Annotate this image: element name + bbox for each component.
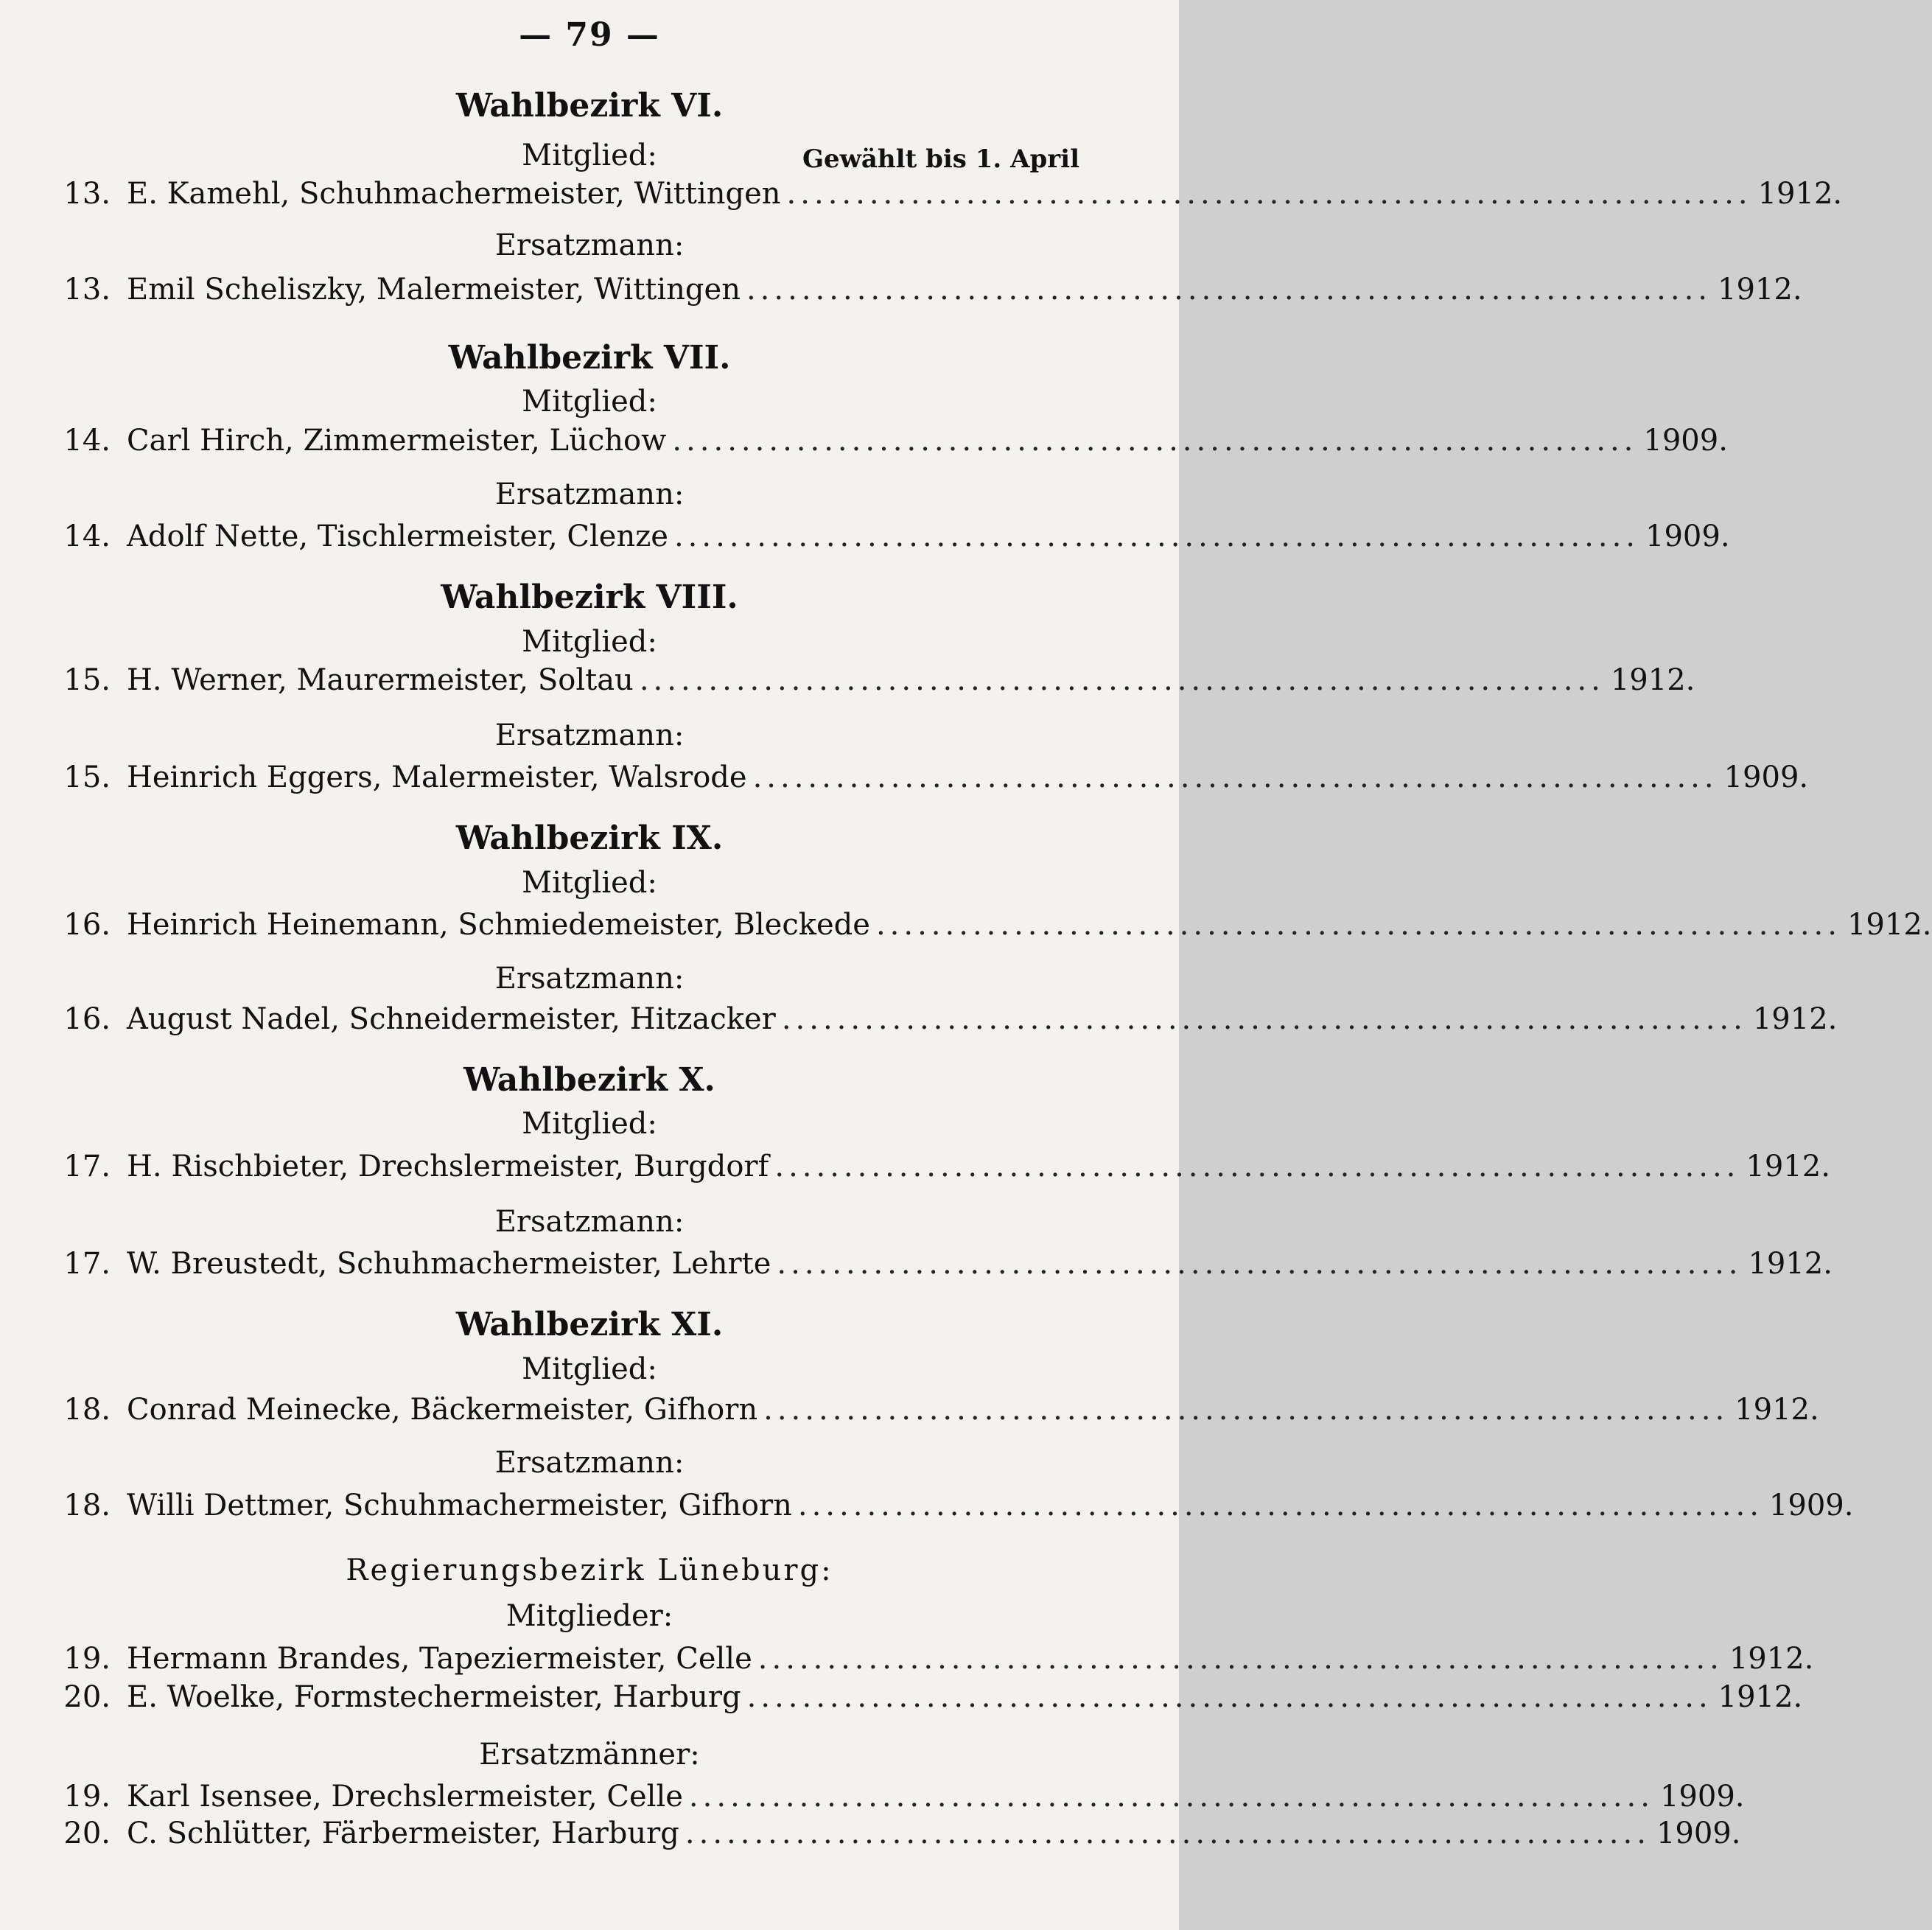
entry-year: 1909. — [1768, 1489, 1854, 1522]
substitutes-label: Ersatzmänner: — [479, 1738, 700, 1772]
entry-text: Emil Scheliszky, Malermeister, Wittingen — [127, 273, 741, 307]
substitute-entry — [44, 1817, 1741, 1858]
member-entry — [44, 663, 1695, 704]
leader-dots: ...................................................................... — [672, 424, 1638, 458]
entry-year: 1912. — [1748, 1247, 1833, 1281]
entry-year: 1909. — [1659, 1780, 1745, 1814]
entry-number: 13. — [63, 273, 111, 307]
entry-number: 17. — [63, 1150, 111, 1183]
leader-dots: ...................................................................... — [688, 1780, 1654, 1814]
entry-text: Heinrich Eggers, Malermeister, Walsrode — [127, 761, 747, 794]
entry-text: Hermann Brandes, Tapeziermeister, Celle — [127, 1642, 752, 1676]
entry-year: 1912. — [1718, 1680, 1803, 1714]
entry-year: 1912. — [1847, 908, 1932, 942]
member-entry — [44, 1680, 1803, 1721]
leader-dots: ...................................................................... — [757, 1642, 1723, 1676]
entry-number: 19. — [63, 1780, 111, 1814]
entry-text: W. Breustedt, Schuhmachermeister, Lehrte — [127, 1247, 771, 1281]
section-heading: Wahlbezirk VI. — [455, 87, 724, 125]
substitute-entry — [44, 761, 1809, 802]
entry-year: 1909. — [1656, 1817, 1741, 1850]
entry-text: Karl Isensee, Drechslermeister, Celle — [127, 1780, 683, 1814]
substitute-label: Ersatzmann: — [494, 718, 685, 752]
entry-year: 1909. — [1643, 424, 1728, 458]
entry-text: Heinrich Heinemann, Schmiedemeister, Bleckede — [127, 908, 870, 942]
entry-number: 20. — [63, 1817, 111, 1850]
leader-dots: ...................................................................... — [875, 908, 1841, 942]
substitute-label: Ersatzmann: — [494, 1205, 685, 1239]
leader-dots: ...................................................................... — [746, 1680, 1712, 1714]
entry-number: 14. — [63, 520, 111, 553]
entry-text: Carl Hirch, Zimmermeister, Lüchow — [127, 424, 667, 458]
member-label: Mitglied: — [522, 625, 657, 659]
entry-number: 20. — [63, 1680, 111, 1714]
entry-year: 1912. — [1729, 1642, 1814, 1676]
member-entry — [44, 908, 1932, 949]
section-heading: Wahlbezirk X. — [463, 1061, 715, 1099]
section-heading: Wahlbezirk XI. — [455, 1306, 724, 1343]
leader-dots: ...................................................................... — [781, 1002, 1747, 1036]
entry-year: 1912. — [1757, 177, 1843, 211]
entry-year: 1912. — [1735, 1393, 1819, 1427]
leader-dots: ...................................................................... — [774, 1150, 1740, 1183]
member-entry — [44, 424, 1728, 465]
leader-dots: ...................................................................... — [797, 1489, 1763, 1522]
member-entry — [44, 1642, 1814, 1683]
entry-number: 16. — [63, 908, 111, 942]
substitute-entry — [44, 1002, 1838, 1043]
entry-text: E. Kamehl, Schuhmachermeister, Wittingen — [127, 177, 781, 211]
entry-number: 15. — [63, 663, 111, 697]
elected-until-note: Gewählt bis 1. April — [802, 144, 1079, 174]
member-label: Mitglied: — [522, 139, 657, 172]
leader-dots: ...................................................................... — [639, 663, 1605, 697]
leader-dots: ...................................................................... — [752, 761, 1718, 794]
leader-dots: ...................................................................... — [777, 1247, 1743, 1281]
substitute-entry — [44, 1247, 1833, 1288]
entry-text: Willi Dettmer, Schuhmachermeister, Gifhorn — [127, 1489, 792, 1522]
members-label: Mitglieder: — [505, 1599, 673, 1633]
section-heading: Wahlbezirk VIII. — [441, 578, 738, 616]
entry-number: 18. — [63, 1393, 111, 1427]
entry-year: 1912. — [1746, 1150, 1830, 1183]
member-entry — [44, 1393, 1819, 1434]
substitute-label: Ersatzmann: — [494, 478, 685, 511]
entry-text: Conrad Meinecke, Bäckermeister, Gifhorn — [127, 1393, 758, 1427]
entry-year: 1912. — [1718, 273, 1802, 307]
section-heading: Wahlbezirk VII. — [448, 339, 731, 377]
entry-year: 1909. — [1645, 520, 1730, 553]
entry-number: 15. — [63, 761, 111, 794]
entry-number: 13. — [63, 177, 111, 211]
entry-text: August Nadel, Schneidermeister, Hitzacker — [127, 1002, 776, 1036]
section-heading: Wahlbezirk IX. — [455, 819, 724, 857]
entry-number: 16. — [63, 1002, 111, 1036]
leader-dots: ...................................................................... — [763, 1393, 1729, 1427]
entry-year: 1909. — [1723, 761, 1809, 794]
leader-dots: ...................................................................... — [673, 520, 1640, 553]
member-label: Mitglied: — [522, 1107, 657, 1141]
member-label: Mitglied: — [522, 385, 657, 419]
entry-text: E. Woelke, Formstechermeister, Harburg — [127, 1680, 741, 1714]
entry-text: H. Werner, Maurermeister, Soltau — [127, 663, 634, 697]
entry-number: 14. — [63, 424, 111, 458]
leader-dots: ...................................................................... — [786, 177, 1752, 211]
member-entry — [44, 1150, 1830, 1191]
leader-dots: ...................................................................... — [685, 1817, 1651, 1850]
substitute-entry — [44, 1780, 1745, 1821]
entry-text: C. Schlütter, Färbermeister, Harburg — [127, 1817, 679, 1850]
member-label: Mitglied: — [522, 1352, 657, 1386]
substitute-label: Ersatzmann: — [494, 228, 685, 262]
leader-dots: ...................................................................... — [746, 273, 1712, 307]
substitute-label: Ersatzmann: — [494, 1446, 685, 1480]
entry-number: 19. — [63, 1642, 111, 1676]
substitute-entry — [44, 1489, 1854, 1530]
member-label: Mitglied: — [522, 866, 657, 900]
substitute-entry — [44, 520, 1730, 561]
entry-number: 17. — [63, 1247, 111, 1281]
substitute-label: Ersatzmann: — [494, 962, 685, 996]
entry-year: 1912. — [1752, 1002, 1838, 1036]
entry-text: H. Rischbieter, Drechslermeister, Burgdorf — [127, 1150, 769, 1183]
entry-year: 1912. — [1610, 663, 1695, 697]
district-heading: Regierungsbezirk Lüneburg: — [346, 1553, 833, 1587]
page-number: — 79 — — [519, 16, 660, 54]
substitute-entry — [44, 273, 1802, 314]
entry-text: Adolf Nette, Tischlermeister, Clenze — [127, 520, 668, 553]
entry-number: 18. — [63, 1489, 111, 1522]
member-entry — [44, 177, 1843, 218]
